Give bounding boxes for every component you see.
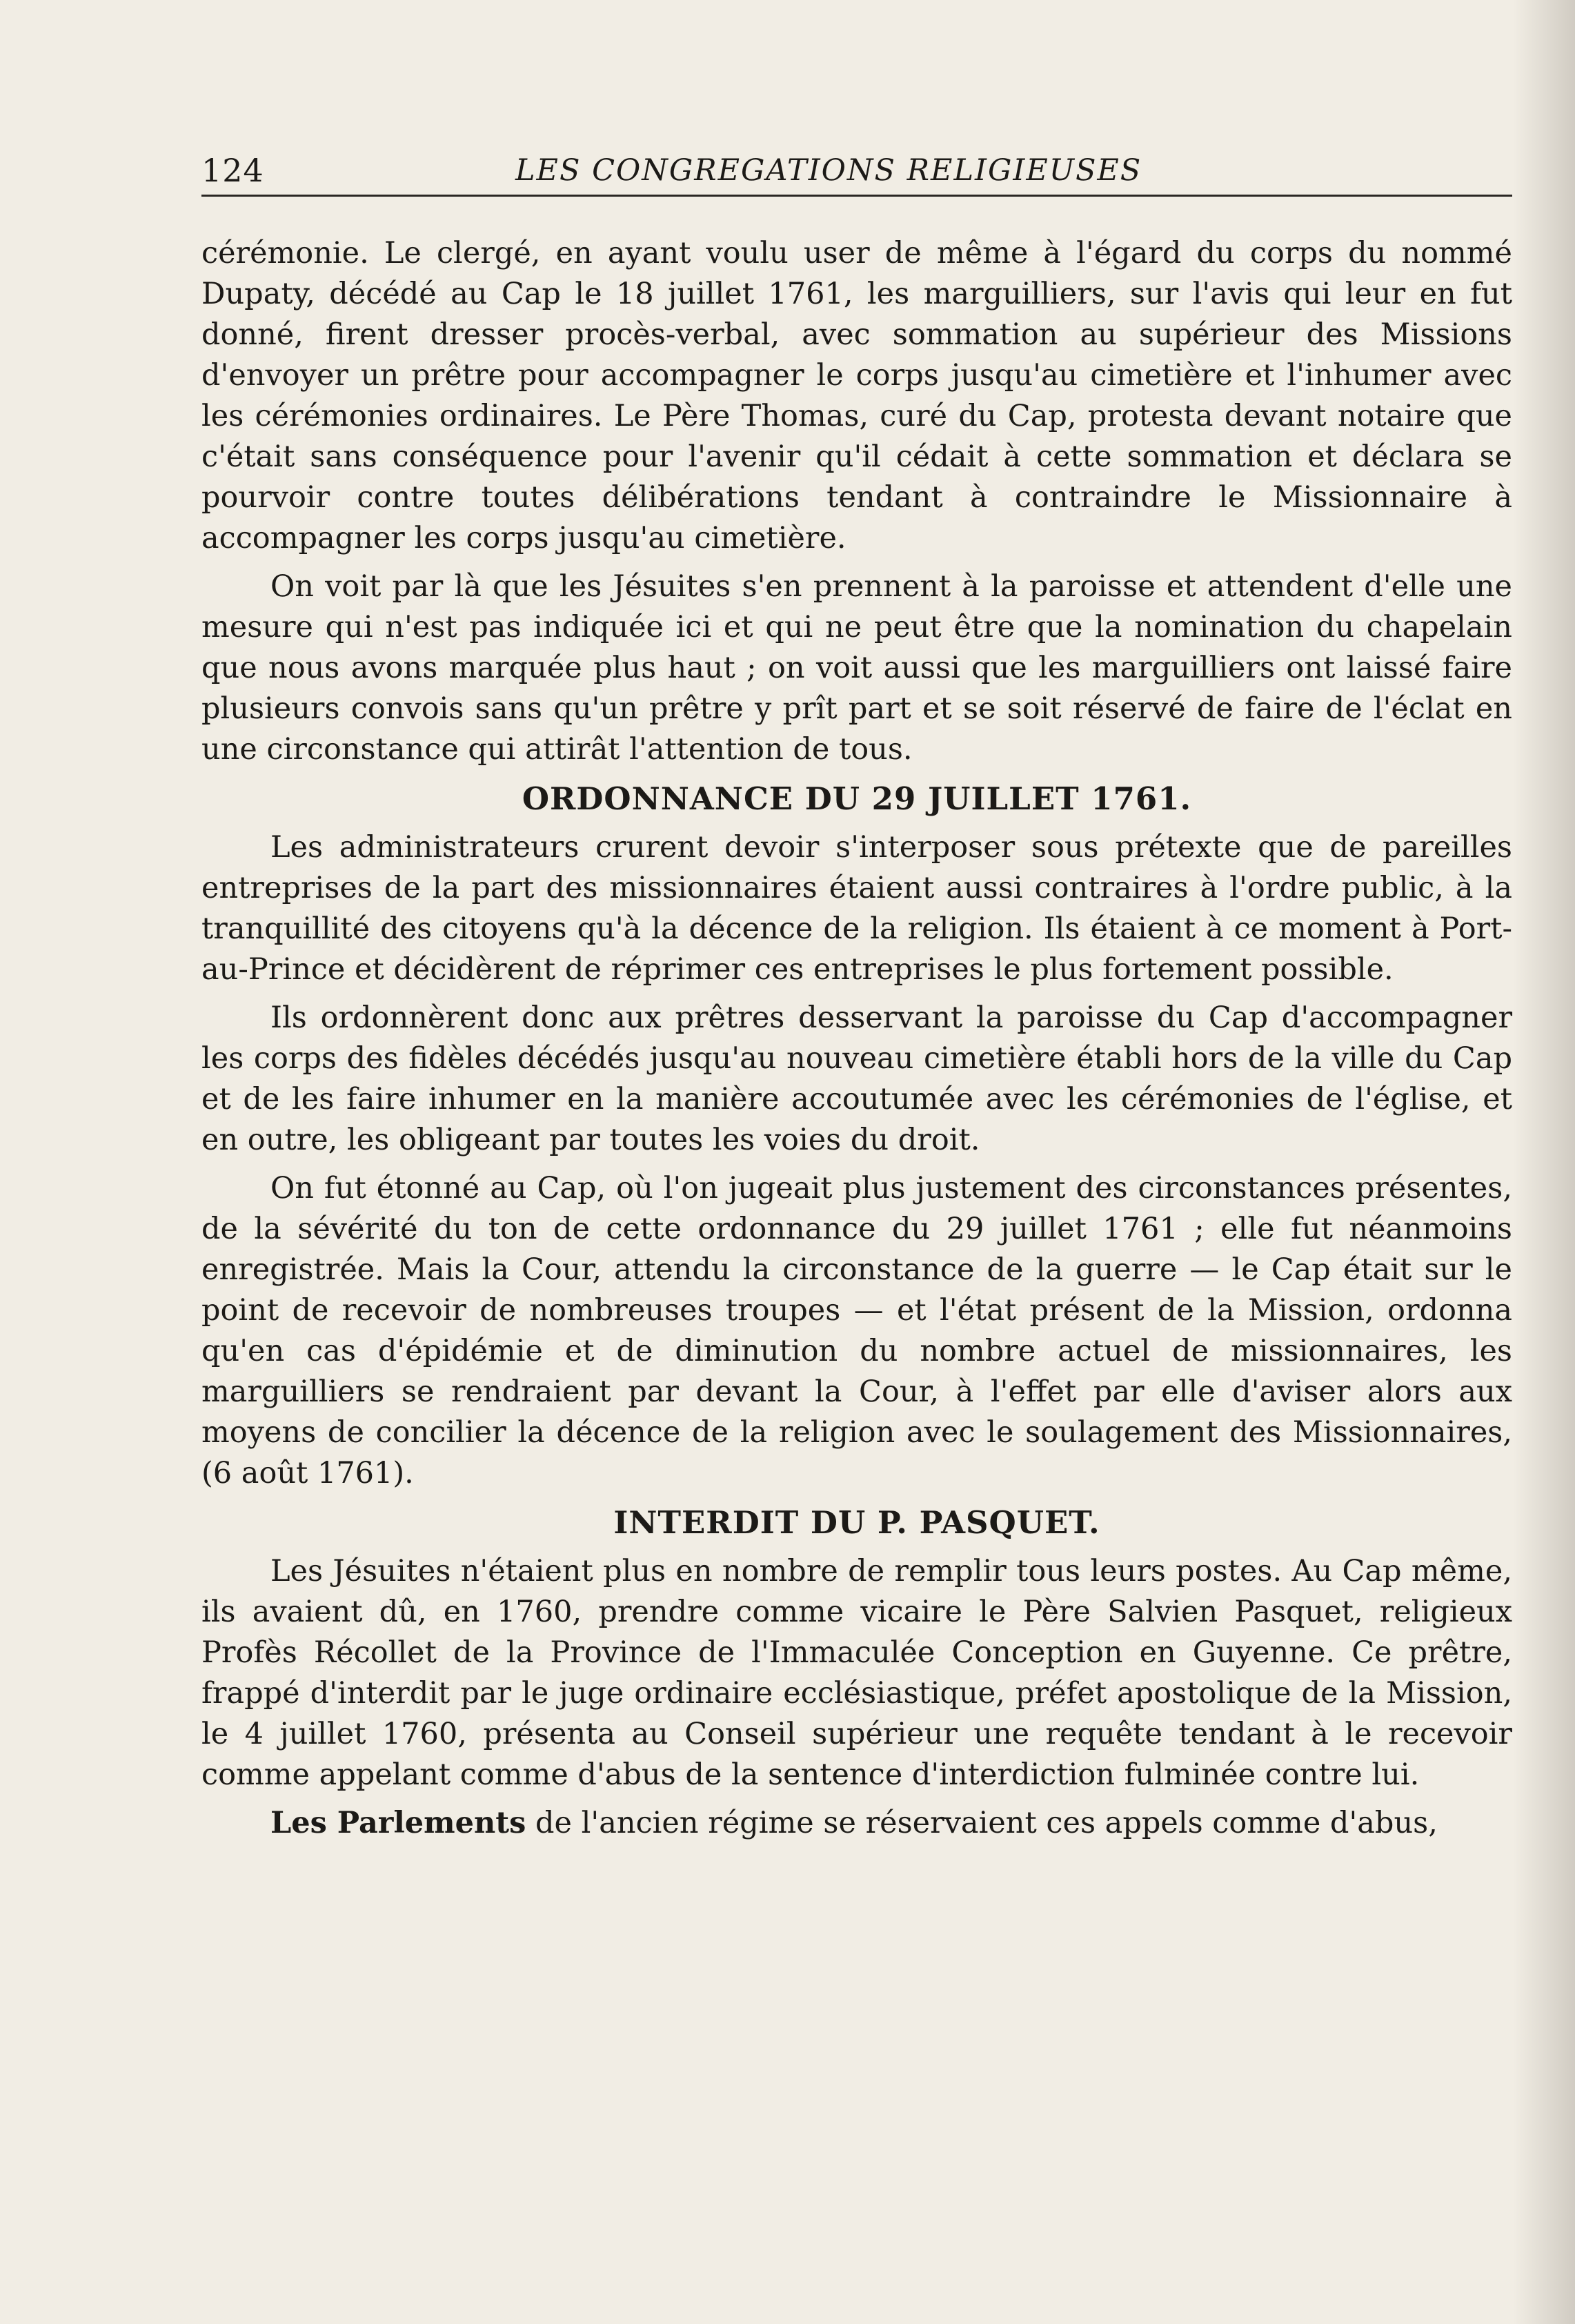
paragraph-7 (201, 1803, 1512, 1844)
paragraph-6: Les Jésuites n'étaient plus en nombre de remplir tous leurs postes. Au Cap même, ils avaient dû, en 1760, prendre comme vicaire le Père Salvien Pasquet, religieux Profès Récollet de la Province de l'Immaculée Conception en Guyenne. Ce prêtre, frappé d'interdit par le juge ordinaire ecclésiastique, préfet apostolique de la Mission, le 4 juillet 1760, présenta au Conseil supérieur une requête tendant à le recevoir comme appelant comme d'abus de la sentence d'interdiction fulminée contre lui. (201, 1554, 1512, 1792)
paragraph-5: On fut étonné au Cap, où l'on jugeait plus justement des circonstances présentes, de la sévérité du ton de cette ordonnance du 29 juillet 1761 ; elle fut néanmoins enregistrée. Mais la Cour, attendu la circonstance de la guerre — le Cap était sur le point de recevoir de nombreuses troupes — et l'état présent de la Mission, ordonna qu'en cas d'épidémie et de diminution du nombre actuel de missionnaires, les marguilliers se rendraient par devant la Cour, à l'effet par elle d'aviser alors aux moyens de concilier la décence de la religion avec le soulagement des Missionnaires, (6 août 1761). (201, 1171, 1512, 1490)
page-number: 124 (201, 152, 264, 189)
paragraph-7-lead: Les Parlements (270, 1806, 526, 1840)
page-edge-shadow (1513, 0, 1575, 2324)
paragraph-7-rest: de l'ancien régime se réservaient ces appels comme d'abus, (526, 1806, 1438, 1840)
paragraph-1: cérémonie. Le clergé, en ayant voulu user de même à l'égard du corps du nommé Dupaty, décédé au Cap le 18 juillet 1761, les marguilliers, sur l'avis qui leur en fut donné, firent dresser procès-verbal, avec sommation au supérieur des Missions d'envoyer un prêtre pour accompagner le corps jusqu'au cimetière et l'inhumer avec les cérémonies ordinaires. Le Père Thomas, curé du Cap, protesta devant notaire que c'était sans conséquence pour l'avenir qu'il cédait à cette sommation et déclara se pourvoir contre toutes délibérations tendant à contraindre le Missionnaire à accompagner les corps jusqu'au cimetière. (201, 236, 1512, 555)
running-head: LES CONGREGATIONS RELIGIEUSES (515, 153, 1142, 188)
section-heading-ordonnance: ORDONNANCE DU 29 JUILLET 1761. (522, 780, 1192, 817)
paragraph-3: Les administrateurs crurent devoir s'interposer sous prétexte que de pareilles entreprises de la part des missionnaires étaient aussi contraires à l'ordre public, à la tranquillité des citoyens qu'à la décence de la religion. Ils étaient à ce moment à Port-au-Prince et décidèrent de réprimer ces entreprises le plus fortement possible. (201, 830, 1512, 987)
paragraph-2: On voit par là que les Jésuites s'en prennent à la paroisse et attendent d'elle une mesure qui n'est pas indiquée ici et qui ne peut être que la nomination du chapelain que nous avons marquée plus haut ; on voit aussi que les marguilliers ont laissé faire plusieurs convois sans qu'un prêtre y prît part et se soit réservé de faire de l'éclat en une circonstance qui attirât l'attention de tous. (201, 569, 1512, 767)
section-heading-interdit: INTERDIT DU P. PASQUET. (613, 1504, 1100, 1541)
page-body (201, 233, 1512, 1851)
page-header (201, 146, 1512, 197)
paragraph-4: Ils ordonnèrent donc aux prêtres desservant la paroisse du Cap d'accompagner les corps des fidèles décédés jusqu'au nouveau cimetière établi hors de la ville du Cap et de les faire inhumer en la manière accoutumée avec les cérémonies de l'église, et en outre, les obligeant par toutes les voies du droit. (201, 1001, 1512, 1157)
